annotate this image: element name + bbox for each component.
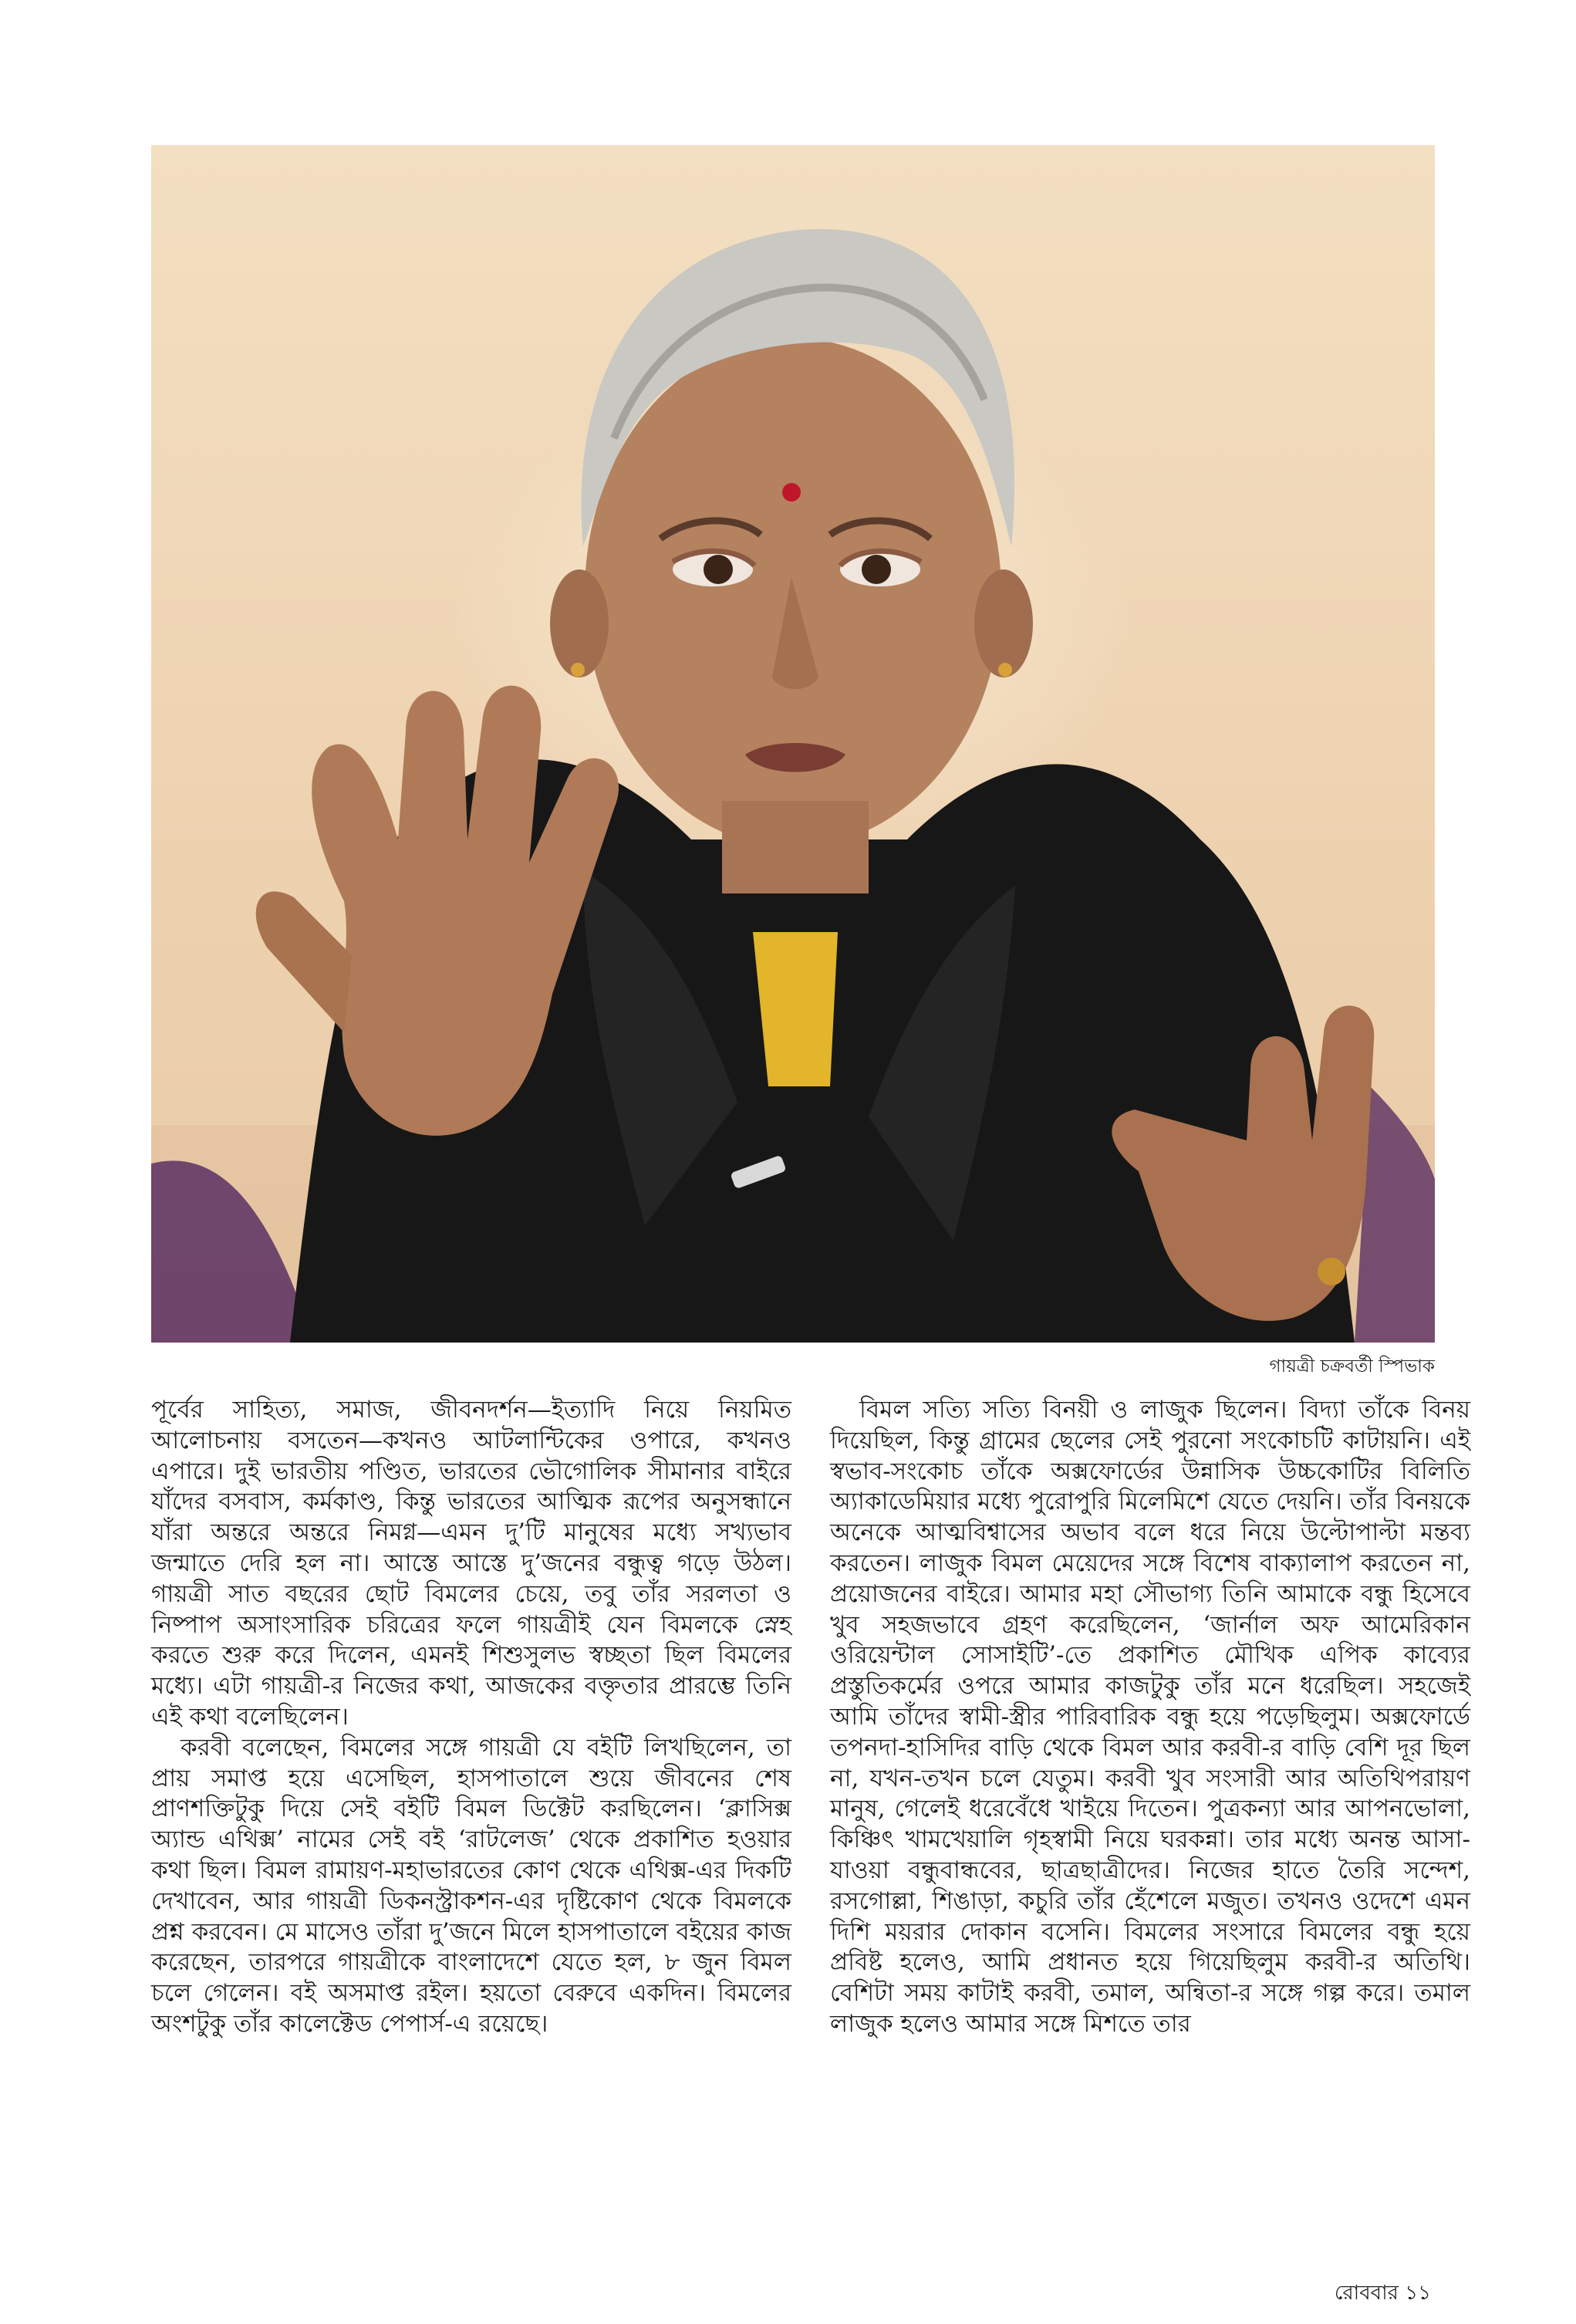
photo-caption: গায়ত্রী চক্রবর্তী স্পিভাক <box>1269 1356 1435 1376</box>
article-right-column <box>830 1395 1470 2040</box>
left-paragraph-1: পূর্বের সাহিত্য, সমাজ, জীবনদর্শন—ইত্যাদি নিয়ে নিয়মিত আলোচনায় বসতেন—কখনও আটলান্টিকের ওপারে, কখনও এপারে। দুই ভারতীয় পণ্ডিত, ভারতের ভৌগোলিক সীমানার বাইরে যাঁদের বসবাস, কর্মকাণ্ড, কিন্তু ভারতের আত্মিক রূপের অনুসন্ধানে যাঁরা অন্তরে অন্তরে নিমগ্ন—এমন দু’টি মানুষের মধ্যে সখ্যভাব জন্মাতে দেরি হল না। আস্তে আস্তে দু’জনের বন্ধুত্ব গড়ে উঠল। গায়ত্রী সাত বছরের ছোট বিমলের চেয়ে, তবু তাঁর সরলতা ও নিষ্পাপ অসাংসারিক চরিত্রের ফলে গায়ত্রীই যেন বিমলকে স্নেহ করতে শুরু করে দিলেন, এমনই শিশুসুলভ স্বচ্ছতা ছিল বিমলের মধ্যে। এটা গায়ত্রী-র নিজের কথা, আজকের বক্তৃতার প্রারম্ভে তিনি এই কথা বলেছিলেন। <box>151 1396 791 1731</box>
portrait-illustration <box>151 145 1435 1343</box>
right-paragraph-1: বিমল সত্যি সত্যি বিনয়ী ও লাজুক ছিলেন। বিদ্যা তাঁকে বিনয় দিয়েছিল, কিন্তু গ্রামের ছেলের সেই পুরনো সংকোচটি কাটায়নি। এই স্বভাব-সংকোচ তাঁকে অক্সফোর্ডের উন্নাসিক উচ্চকোটির বিলিতি অ্যাকাডেমিয়ার মধ্যে পুরোপুরি মিলেমিশে যেতে দেয়নি। তাঁর বিনয়কে অনেকে আত্মবিশ্বাসের অভাব বলে ধরে নিয়ে উল্টোপাল্টা মন্তব্য করতেন। লাজুক বিমল মেয়েদের সঙ্গে বিশেষ বাক্যালাপ করতেন না, প্রয়োজনের বাইরে। আমার মহা সৌভাগ্য তিনি আমাকে বন্ধু হিসেবে খুব সহজভাবে গ্রহণ করেছিলেন, ‘জার্নাল অফ আমেরিকান ওরিয়েন্টাল সোসাইটি’-তে প্রকাশিত মৌখিক এপিক কাব্যের প্রস্তুতিকর্মের ওপরে আমার কাজটুকু তাঁর মনে ধরেছিল। সহজেই আমি তাঁদের স্বামী-স্ত্রীর পারিবারিক বন্ধু হয়ে পড়েছিলুম। অক্সফোর্ডে তপনদা-হাসিদির বাড়ি থেকে বিমল আর করবী-র বাড়ি বেশি দূর ছিল না, যখন-তখন চলে যেতুম। করবী খুব সংসারী আর অতিথিপরায়ণ মানুষ, গেলেই ধরেবেঁধে খাইয়ে দিতেন। পুত্রকন্যা আর আপনভোলা, কিঞ্চিৎ খামখেয়ালি গৃহস্বামী নিয়ে ঘরকন্না। তার মধ্যে অনন্ত আসা-যাওয়া বন্ধুবান্ধবের, ছাত্রছাত্রীদের। নিজের হাতে তৈরি সন্দেশ, রসগোল্লা, শিঙাড়া, কচুরি তাঁর হেঁশেলে মজুত। তখনও ওদেশে এমন দিশি ময়রার দোকান বসেনি। বিমলের সংসারে বিমলের বন্ধু হয়ে প্রবিষ্ট হলেও, আমি প্রধানত হয়ে গিয়েছিলুম করবী-র অতিথি। বেশিটা সময় কাটাই করবী, তমাল, অন্বিতা-র সঙ্গে গল্প করে। তমাল লাজুক হলেও আমার সঙ্গে মিশতে তার <box>830 1396 1470 2038</box>
left-paragraph-2: করবী বলেছেন, বিমলের সঙ্গে গায়ত্রী যে বইটি লিখছিলেন, তা প্রায় সমাপ্ত হয়ে এসেছিল, হাসপাতালে শুয়ে জীবনের শেষ প্রাণশক্তিটুকু দিয়ে সেই বইটি বিমল ডিক্টেট করছিলেন। ‘ক্লাসিক্স অ্যান্ড এথিক্স’ নামের সেই বই ‘রাটলেজ’ থেকে প্রকাশিত হওয়ার কথা ছিল। বিমল রামায়ণ-মহাভারতের কোণ থেকে এথিক্স-এর দিকটি দেখাবেন, আর গায়ত্রী ডিকনস্ট্রাকশন-এর দৃষ্টিকোণ থেকে বিমলকে প্রশ্ন করবেন। মে মাসেও তাঁরা দু’জনে মিলে হাসপাতালে বইয়ের কাজ করেছেন, তারপরে গায়ত্রীকে বাংলাদেশে যেতে হল, ৮ জুন বিমল চলে গেলেন। বই অসমাপ্ত রইল। হয়তো বেরুবে একদিন। বিমলের অংশটুকু তাঁর কালেক্টেড পেপার্স-এ রয়েছে। <box>151 1733 791 2038</box>
article-left-column <box>151 1395 791 2040</box>
page-footer: রোববার ১১ <box>1334 2282 1431 2305</box>
portrait-photo <box>151 145 1435 1343</box>
